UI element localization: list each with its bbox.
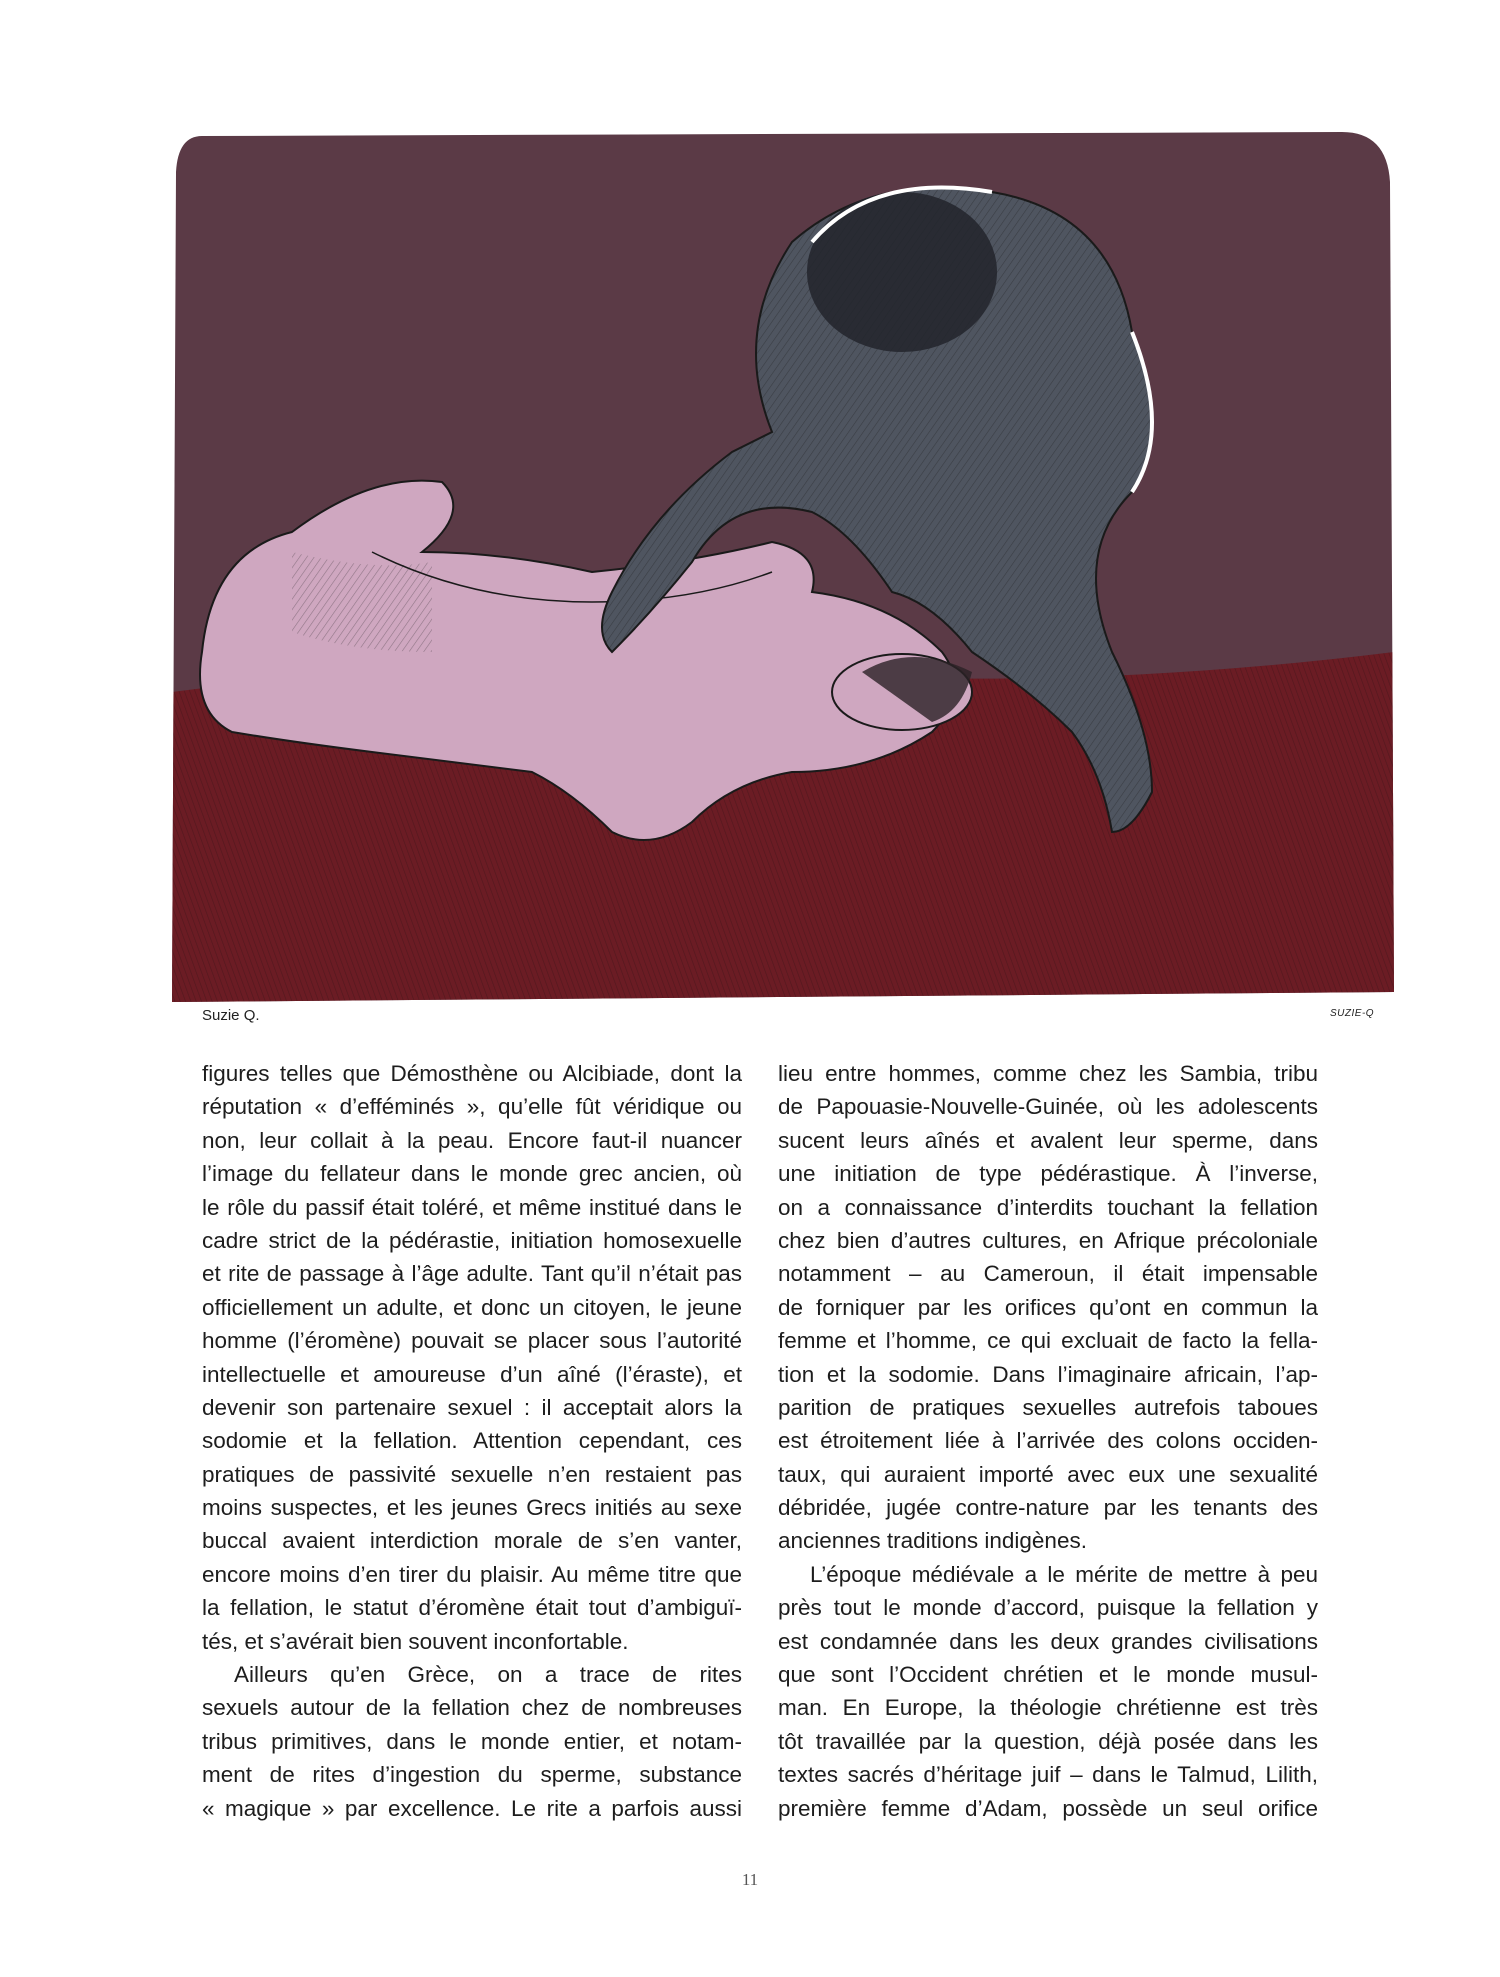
page-number: 11 (741, 1870, 759, 1889)
text-line: est condamnée dans les deux grandes civilisations (778, 1628, 1318, 1654)
text-line: que sont l’Occident chrétien et le monde musul- (778, 1662, 1318, 1688)
text-line: L’époque médiévale a le mérite de mettre à peu (810, 1561, 1318, 1587)
text-line: première femme d’Adam, possède un seul orifice (778, 1795, 1318, 1821)
text-line: man. En Europe, la théologie chrétienne est très (778, 1695, 1318, 1721)
text-line: est étroitement liée à l’arrivée des colons occiden- (778, 1428, 1318, 1454)
illustration (172, 132, 1394, 1002)
text-line: de forniquer par les orifices qu’ont en commun la (778, 1294, 1318, 1320)
text-line: moins suspectes, et les jeunes Grecs initiés au sexe (202, 1495, 742, 1521)
text-line: près tout le monde d’accord, puisque la fellation y (778, 1595, 1318, 1621)
artist-signature: SUZIE-Q (1330, 1008, 1375, 1019)
text-line: officiellement un adulte, et donc un citoyen, le jeune (202, 1294, 742, 1320)
text-line: femme et l’homme, ce qui excluait de facto la fella- (778, 1328, 1318, 1354)
text-line: encore moins d’en tirer du plaisir. Au même titre que (202, 1561, 742, 1587)
text-line: homme (l’éromène) pouvait se placer sous l’autorité (202, 1328, 742, 1354)
text-line: tôt travaillée par la question, déjà posée dans les (778, 1728, 1318, 1754)
text-line: cadre strict de la pédérastie, initiation homosexuelle (202, 1227, 742, 1253)
text-line: devenir son partenaire sexuel : il acceptait alors la (202, 1394, 742, 1420)
text-line: figures telles que Démosthène ou Alcibiade, dont la (202, 1061, 742, 1086)
text-line: l’image du fellateur dans le monde grec ancien, où (202, 1161, 742, 1187)
illustration-artwork (172, 132, 1394, 1002)
text-column-right (778, 1057, 1318, 1825)
text-line: sodomie et la fellation. Attention cependant, ces (202, 1428, 742, 1454)
text-line: et rite de passage à l’âge adulte. Tant qu’il n’était pas (202, 1261, 742, 1287)
text-line: textes sacrés d’héritage juif – dans le Talmud, Lilith, (778, 1762, 1318, 1788)
text-line: sexuels autour de la fellation chez de nombreuses (202, 1695, 742, 1721)
text-line: notamment – au Cameroun, il était impensable (778, 1261, 1318, 1287)
text-line: une initiation de type pédérastique. À l’inverse, (778, 1161, 1318, 1187)
text-line: tion et la sodomie. Dans l’imaginaire africain, l’ap- (778, 1361, 1318, 1387)
text-line: tribus primitives, dans le monde entier, et notam- (202, 1728, 742, 1754)
text-line: non, leur collait à la peau. Encore faut-il nuancer (202, 1127, 742, 1153)
text-line: réputation « d’efféminés », qu’elle fût véridique ou (202, 1094, 742, 1120)
text-line: tés, et s’avérait bien souvent inconfortable. (202, 1628, 629, 1654)
text-line: « magique » par excellence. Le rite a parfois aussi (202, 1795, 742, 1821)
text-line: intellectuelle et amoureuse d’un aîné (l’éraste), et (202, 1361, 742, 1387)
text-line: sucent leurs aînés et avalent leur sperme, dans (778, 1127, 1318, 1153)
text-column-left (202, 1057, 742, 1825)
text-line: débridée, jugée contre-nature par les tenants des (778, 1495, 1318, 1521)
text-line: taux, qui auraient importé avec eux une sexualité (778, 1461, 1318, 1487)
text-line: buccal avaient interdiction morale de s’en vanter, (202, 1528, 742, 1554)
text-line: la fellation, le statut d’éromène était tout d’ambiguï- (202, 1595, 742, 1621)
text-line: ment de rites d’ingestion du sperme, substance (202, 1762, 742, 1788)
text-line: on a connaissance d’interdits touchant la fellation (778, 1194, 1318, 1220)
text-line: de Papouasie-Nouvelle-Guinée, où les adolescents (778, 1094, 1318, 1120)
text-line: chez bien d’autres cultures, en Afrique précoloniale (778, 1227, 1318, 1253)
text-line: Ailleurs qu’en Grèce, on a trace de rites (234, 1662, 742, 1688)
text-line: lieu entre hommes, comme chez les Sambia, tribu (778, 1061, 1318, 1086)
illustration-caption: Suzie Q. (202, 1007, 260, 1024)
text-line: le rôle du passif était toléré, et même institué dans le (202, 1194, 742, 1220)
text-line: pratiques de passivité sexuelle n’en restaient pas (202, 1461, 742, 1487)
text-line: parition de pratiques sexuelles autrefois taboues (778, 1394, 1318, 1420)
text-line: anciennes traditions indigènes. (778, 1528, 1087, 1554)
